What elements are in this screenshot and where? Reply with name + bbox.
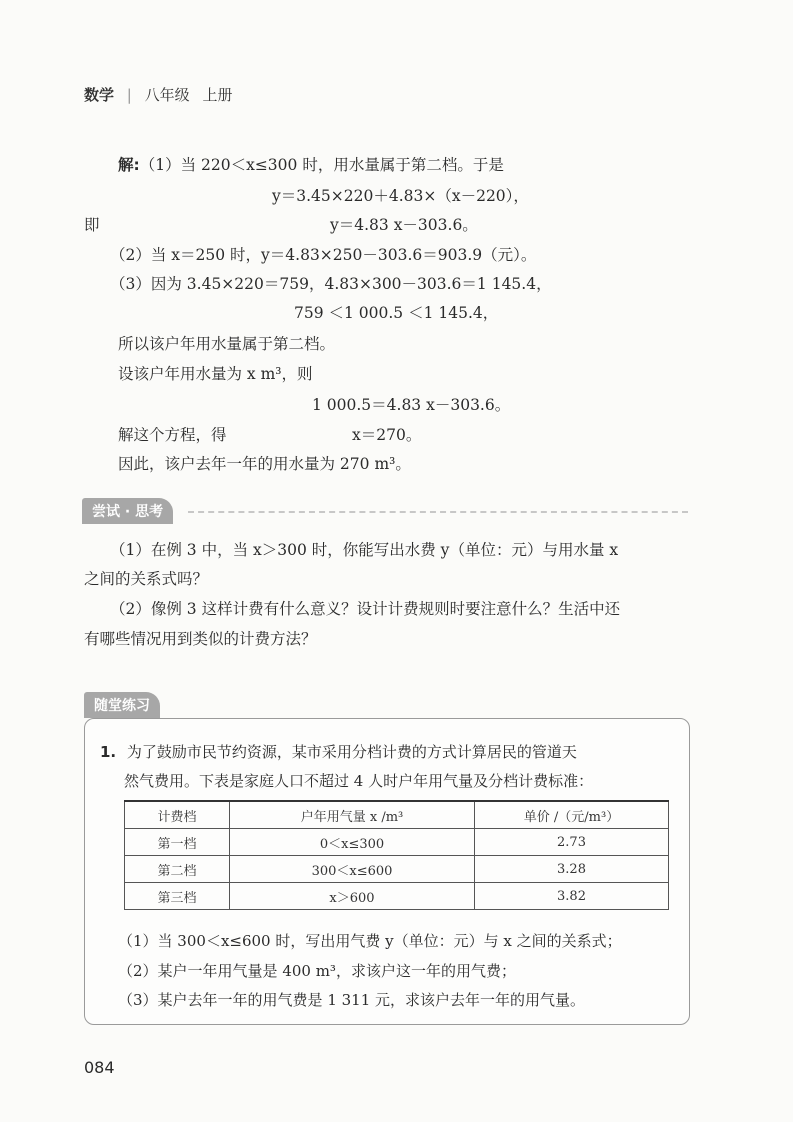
section-divider <box>188 511 688 513</box>
practice-sub-3: （3）某户去年一年的用气费是 1 311 元，求该户去年一年的用气量。 <box>118 991 586 1009</box>
table-cell: 第二档 <box>125 856 230 883</box>
header-divider: | <box>126 86 132 104</box>
solution-line-5: （3）因为 3.45×220＝759，4.83×300－303.6＝1 145.4， <box>110 275 552 293</box>
solution-line-6: 759 ＜1 000.5 ＜1 145.4， <box>294 304 499 322</box>
practice-number: 1. <box>100 743 117 761</box>
solution-line-3: y＝4.83 x－303.6。 <box>330 216 478 234</box>
table-row <box>125 883 669 910</box>
solution-line-7: 所以该户年用水量属于第二档。 <box>118 335 336 353</box>
table-row <box>125 829 669 856</box>
solution-line-10-prefix: 解这个方程，得 <box>118 426 227 444</box>
solution-line-8: 设该户年用水量为 x m³，则 <box>118 365 313 383</box>
header-subject: 数学 <box>84 86 115 104</box>
practice-tag: 随堂练习 <box>84 692 160 718</box>
solution-line-4: （2）当 x＝250 时，y＝4.83×250－303.6＝903.9（元）。 <box>110 246 537 264</box>
solution-line-11: 因此，该户去年一年的用水量为 270 m³。 <box>118 455 411 473</box>
solution-line-2: y＝3.45×220＋4.83×（x－220）， <box>272 187 529 205</box>
table-header-row <box>125 801 669 829</box>
header-volume: 上册 <box>202 86 233 104</box>
solution-line-9: 1 000.5＝4.83 x－303.6。 <box>312 396 511 414</box>
table-cell: 300＜x≤600 <box>230 856 475 883</box>
table-cell: 第三档 <box>125 883 230 910</box>
practice-item-1: 1. 为了鼓励市民节约资源，某市采用分档计费的方式计算居民的管道天 <box>100 743 577 761</box>
table-cell: x＞600 <box>230 883 475 910</box>
table-header-usage: 户年用气量 x /m³ <box>230 801 475 829</box>
practice-item-1-line-2: 然气费用。下表是家庭人口不超过 4 人时户年用气量及分档计费标准： <box>124 772 594 790</box>
practice-sub-2: （2）某户一年用气量是 400 m³，求该户这一年的用气费； <box>118 962 516 980</box>
running-header <box>84 84 232 105</box>
table-cell: 2.73 <box>475 829 669 856</box>
tariff-table <box>124 800 669 910</box>
header-grade: 八年级 <box>144 86 190 104</box>
try-q1-line-1: （1）在例 3 中，当 x＞300 时，你能写出水费 y（单位：元）与用水量 x <box>110 541 619 559</box>
solution-line-3-prefix: 即 <box>84 216 100 234</box>
solution-line-10: x＝270。 <box>352 426 422 444</box>
practice-sub-1: （1）当 300＜x≤600 时，写出用气费 y（单位：元）与 x 之间的关系式； <box>118 932 622 950</box>
try-q2-line-1: （2）像例 3 这样计费有什么意义？设计计费规则时要注意什么？生活中还 <box>110 600 621 618</box>
solution-line-1: 解:（1）当 220＜x≤300 时，用水量属于第二档。于是 <box>118 156 504 174</box>
table-header-price: 单价 /（元/m³） <box>475 801 669 829</box>
solution-label: 解: <box>118 156 140 174</box>
try-think-tag: 尝试 · 思考 <box>82 498 173 524</box>
try-q2-line-2: 有哪些情况用到类似的计费方法？ <box>84 630 317 648</box>
table-header-tier: 计费档 <box>125 801 230 829</box>
page-number: 084 <box>84 1058 115 1077</box>
table-cell: 0＜x≤300 <box>230 829 475 856</box>
table-cell: 3.28 <box>475 856 669 883</box>
table-cell: 3.82 <box>475 883 669 910</box>
table-row <box>125 856 669 883</box>
try-q1-line-2: 之间的关系式吗？ <box>84 570 209 588</box>
table-cell: 第一档 <box>125 829 230 856</box>
